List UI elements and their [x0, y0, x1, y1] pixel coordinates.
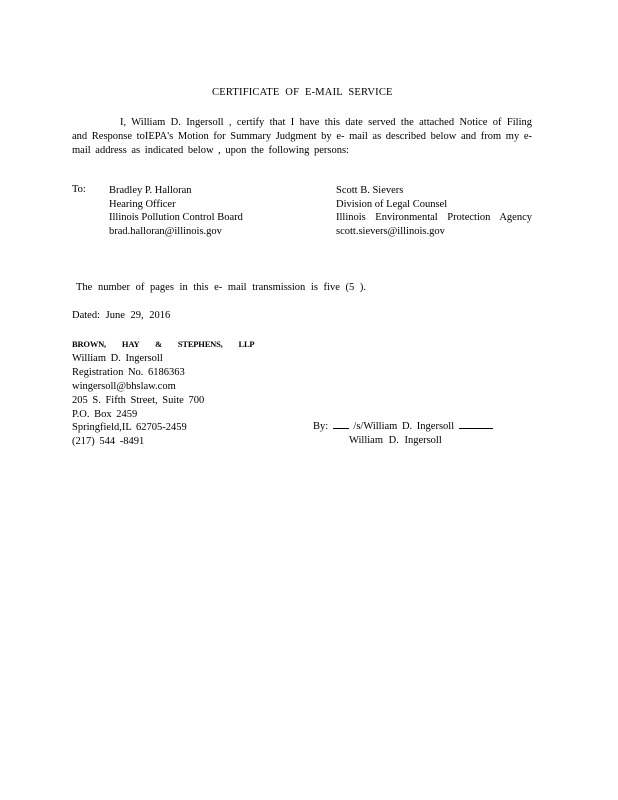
signature-underline-right	[459, 428, 493, 429]
by-label: By:	[313, 421, 329, 432]
address-line-2: P.O. Box 2459	[72, 408, 138, 420]
signer-printed-name: William D. Ingersoll	[349, 435, 442, 446]
recipient-2-email: scott.sievers@illinois.gov	[336, 226, 445, 238]
attorney-name: William D. Ingersoll	[72, 352, 163, 364]
signature-line	[313, 421, 493, 432]
electronic-signature: /s/William D. Ingersoll	[353, 421, 455, 432]
certificate-title: CERTIFICATE OF E-MAIL SERVICE	[212, 87, 393, 98]
recipient-1-title: Hearing Officer	[109, 198, 176, 210]
recipient-1-name: Bradley P. Halloran	[109, 185, 192, 196]
to-label: To:	[72, 184, 86, 195]
firm-name: BROWN, HAY & STEPHENS, LLP	[72, 339, 255, 349]
registration-number: Registration No. 6186363	[72, 366, 185, 378]
recipient-1-block	[109, 184, 243, 239]
signature-underline-left	[333, 428, 349, 429]
pages-statement: The number of pages in this e- mail transmission is five (5 ).	[76, 282, 366, 293]
recipient-1-agency: Illinois Pollution Control Board	[109, 212, 243, 224]
certificate-body: I, William D. Ingersoll , certify that I have this date served the attached Notice of Filing and Response toIEPA's Motion for Summary Judgment by e- mail as described below and from my e-mail address as indicated below , upon the following persons:	[72, 117, 532, 156]
recipient-2-block	[336, 184, 532, 239]
phone-number: (217) 544 -8491	[72, 436, 145, 448]
firm-signature-block	[72, 338, 254, 449]
firm-email: wingersoll@bhslaw.com	[72, 380, 176, 392]
recipient-2-agency: Illinois Environmental Protection Agency	[336, 212, 532, 224]
address-line-3: Springfield,IL 62705-2459	[72, 422, 187, 434]
dated-line: Dated: June 29, 2016	[72, 310, 171, 321]
recipient-1-email: brad.halloran@illinois.gov	[109, 226, 222, 238]
recipient-2-name: Scott B. Sievers	[336, 185, 404, 196]
recipient-2-title: Division of Legal Counsel	[336, 198, 448, 210]
address-line-1: 205 S. Fifth Street, Suite 700	[72, 394, 205, 406]
